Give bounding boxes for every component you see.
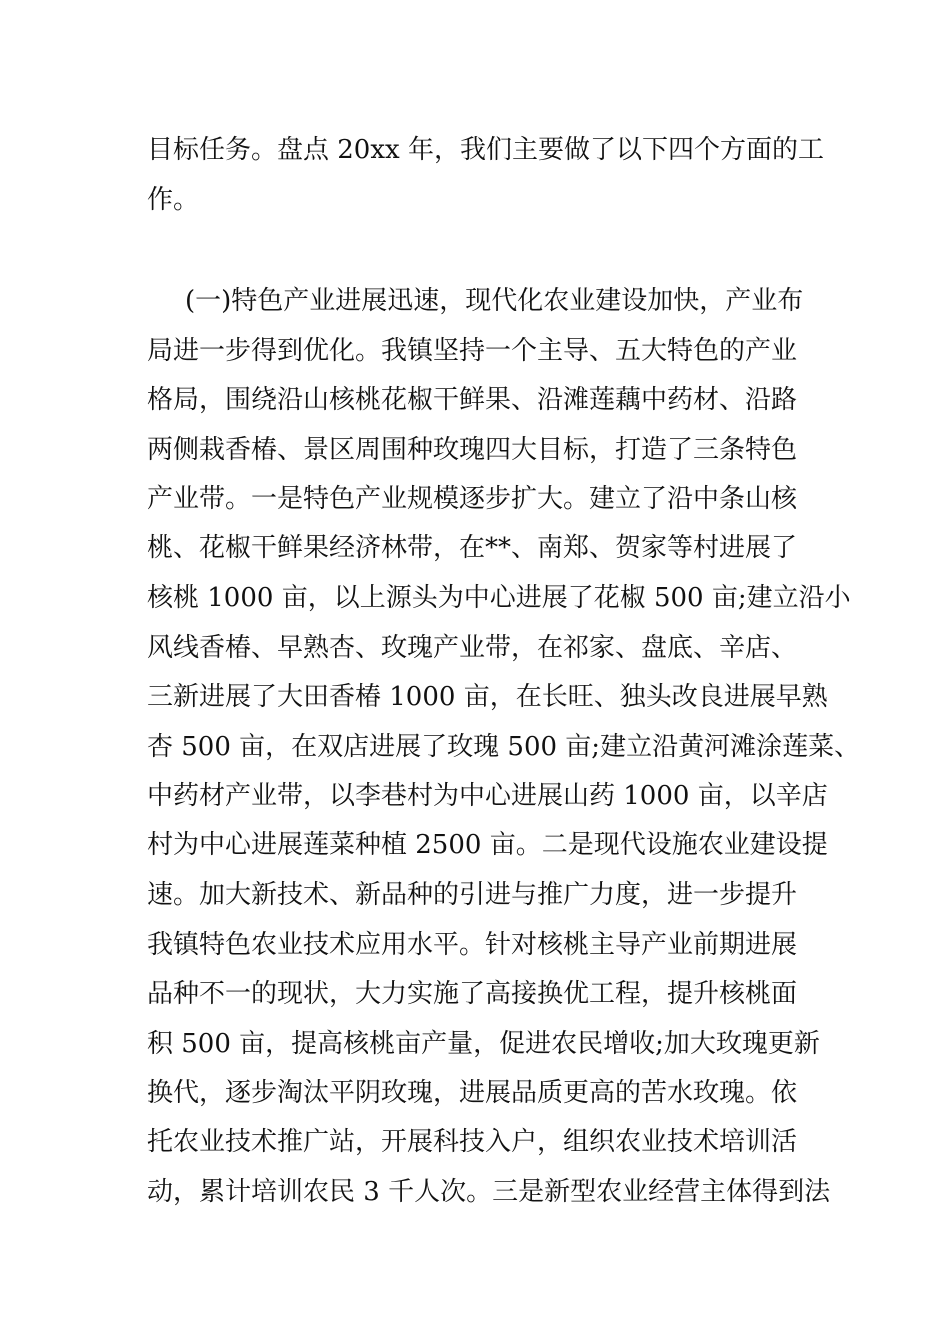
paragraph-1-line-1: (一)特色产业进展迅速，现代化农业建设加快，产业布 xyxy=(185,286,804,316)
paragraph-1-line-17: 换代，逐步淘汰平阴玫瑰，进展品质更高的苦水玫瑰。依 xyxy=(147,1078,798,1108)
paragraph-1-line-2: 局进一步得到优化。我镇坚持一个主导、五大特色的产业 xyxy=(147,336,798,366)
paragraph-1-line-11: 中药材产业带，以李巷村为中心进展山药 1000 亩，以辛店 xyxy=(147,781,828,811)
paragraph-1-line-3: 格局，围绕沿山核桃花椒干鲜果、沿滩莲藕中药材、沿路 xyxy=(147,385,798,415)
paragraph-1-line-14: 我镇特色农业技术应用水平。针对核桃主导产业前期进展 xyxy=(147,930,798,960)
paragraph-1-line-7: 核桃 1000 亩，以上源头为中心进展了花椒 500 亩;建立沿小 xyxy=(147,583,851,613)
paragraph-1-line-4: 两侧栽香椿、景区周围种玫瑰四大目标，打造了三条特色 xyxy=(147,435,798,465)
paragraph-1-line-12: 村为中心进展莲菜种植 2500 亩。二是现代设施农业建设提 xyxy=(147,830,828,860)
intro-line-2: 作。 xyxy=(147,185,200,215)
intro-line-1: 目标任务。盘点 20xx 年，我们主要做了以下四个方面的工 xyxy=(147,135,824,165)
paragraph-1-line-13: 速。加大新技术、新品种的引进与推广力度，进一步提升 xyxy=(147,880,798,910)
paragraph-1-line-10: 杏 500 亩，在双店进展了玫瑰 500 亩;建立沿黄河滩涂莲菜、 xyxy=(147,732,861,762)
paragraph-1-line-15: 品种不一的现状，大力实施了高接换优工程，提升核桃面 xyxy=(147,979,798,1009)
paragraph-1-line-16: 积 500 亩，提高核桃亩产量，促进农民增收;加大玫瑰更新 xyxy=(147,1029,820,1059)
paragraph-1-line-19: 动，累计培训农民 3 千人次。三是新型农业经营主体得到法 xyxy=(147,1177,831,1207)
paragraph-1-line-9: 三新进展了大田香椿 1000 亩，在长旺、独头改良进展早熟 xyxy=(147,682,828,712)
paragraph-1-line-6: 桃、花椒干鲜果经济林带，在**、南郑、贺家等村进展了 xyxy=(147,533,798,563)
paragraph-1-line-18: 托农业技术推广站，开展科技入户，组织农业技术培训活 xyxy=(147,1127,798,1157)
paragraph-1-line-5: 产业带。一是特色产业规模逐步扩大。建立了沿中条山核 xyxy=(147,484,798,514)
paragraph-1-line-8: 风线香椿、早熟杏、玫瑰产业带，在祁家、盘底、辛店、 xyxy=(147,633,798,663)
